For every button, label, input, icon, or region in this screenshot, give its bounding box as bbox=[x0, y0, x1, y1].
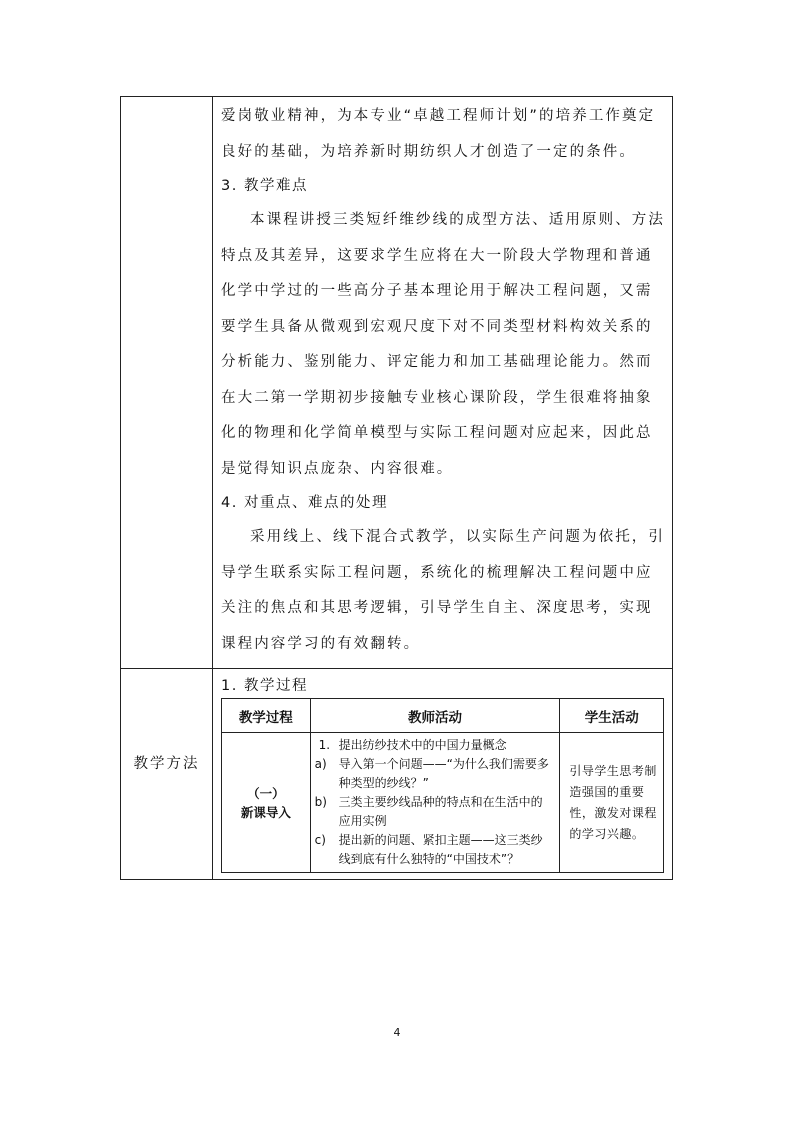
page-number: 4 bbox=[393, 1026, 401, 1039]
list-marker: b) bbox=[314, 795, 327, 809]
stage-name: 新课导入 bbox=[240, 804, 291, 820]
empty-left-cell bbox=[121, 97, 213, 669]
process-heading: 1. 教学过程 bbox=[221, 678, 308, 694]
process-row bbox=[222, 733, 664, 873]
content-cell bbox=[213, 97, 673, 669]
section4-body: 采用线上、线下混合式教学，以实际生产问题为依托，引导学生联系实际工程问题，系统化的梳理解决工程问题中应关注的焦点和其思考逻辑，引导学生自主、深度思考，实现课程内容学习的有效翻转。 bbox=[221, 529, 665, 652]
teacher-item-text: 导入第一个问题——“为什么我们需要多种类型的纱线？” bbox=[338, 757, 549, 790]
section3-body: 本课程讲授三类短纤维纱线的成型方法、适用原则、方法特点及其差异，这要求学生应将在大一阶段大学物理和普通化学中学过的一些高分子基本理论用于解决工程问题，又需要学生具备从微观到宏观尺度下对不同类型材料构效关系的分析能力、鉴别能力、评定能力和加工基础理论能力。然而在大二第一学期初步接触专业核心课阶段，学生很难将抽象化的物理和化学简单模型与实际工程问题对应起来，因此总是觉得知识点庞杂、内容很难。 bbox=[221, 212, 665, 477]
teacher-title: 提出纺纱技术中的中国力量概念 bbox=[338, 738, 507, 752]
stage-number: （一） bbox=[247, 785, 285, 801]
teacher-activity-cell bbox=[310, 733, 560, 873]
student-activity-cell: 引导学生思考制造强国的重要性，激发对课程的学习兴趣。 bbox=[560, 733, 664, 873]
process-table bbox=[221, 698, 664, 873]
list-marker: a) bbox=[314, 757, 327, 771]
teacher-title-item bbox=[315, 736, 554, 755]
header-stage: 教学过程 bbox=[222, 699, 311, 733]
teacher-item-b bbox=[315, 793, 554, 831]
stage-cell bbox=[222, 733, 311, 873]
teacher-item-text: 三类主要纱线品种的特点和在生活中的应用实例 bbox=[338, 795, 543, 828]
method-label-cell bbox=[121, 669, 213, 880]
teacher-item-c bbox=[315, 831, 554, 869]
method-row bbox=[121, 669, 673, 880]
section3-heading: 3. 教学难点 bbox=[221, 178, 308, 194]
course-table bbox=[120, 96, 673, 880]
teacher-item-a bbox=[315, 755, 554, 793]
method-content-cell bbox=[213, 669, 673, 880]
header-student: 学生活动 bbox=[560, 699, 664, 733]
continuation-paragraph: 爱岗敬业精神，为本专业“卓越工程师计划”的培养工作奠定良好的基础，为培养新时期纺织人才创造了一定的条件。 bbox=[221, 108, 656, 160]
content-row bbox=[121, 97, 673, 669]
process-header-row bbox=[222, 699, 664, 733]
method-label: 教学方法 bbox=[133, 755, 200, 772]
header-teacher: 教师活动 bbox=[310, 699, 560, 733]
teacher-item-text: 提出新的问题、紧扣主题——这三类纱线到底有什么独特的“中国技术”？ bbox=[338, 833, 543, 866]
list-marker: c) bbox=[314, 833, 326, 847]
list-marker: 1. bbox=[318, 738, 331, 752]
section4-heading: 4. 对重点、难点的处理 bbox=[221, 495, 388, 511]
